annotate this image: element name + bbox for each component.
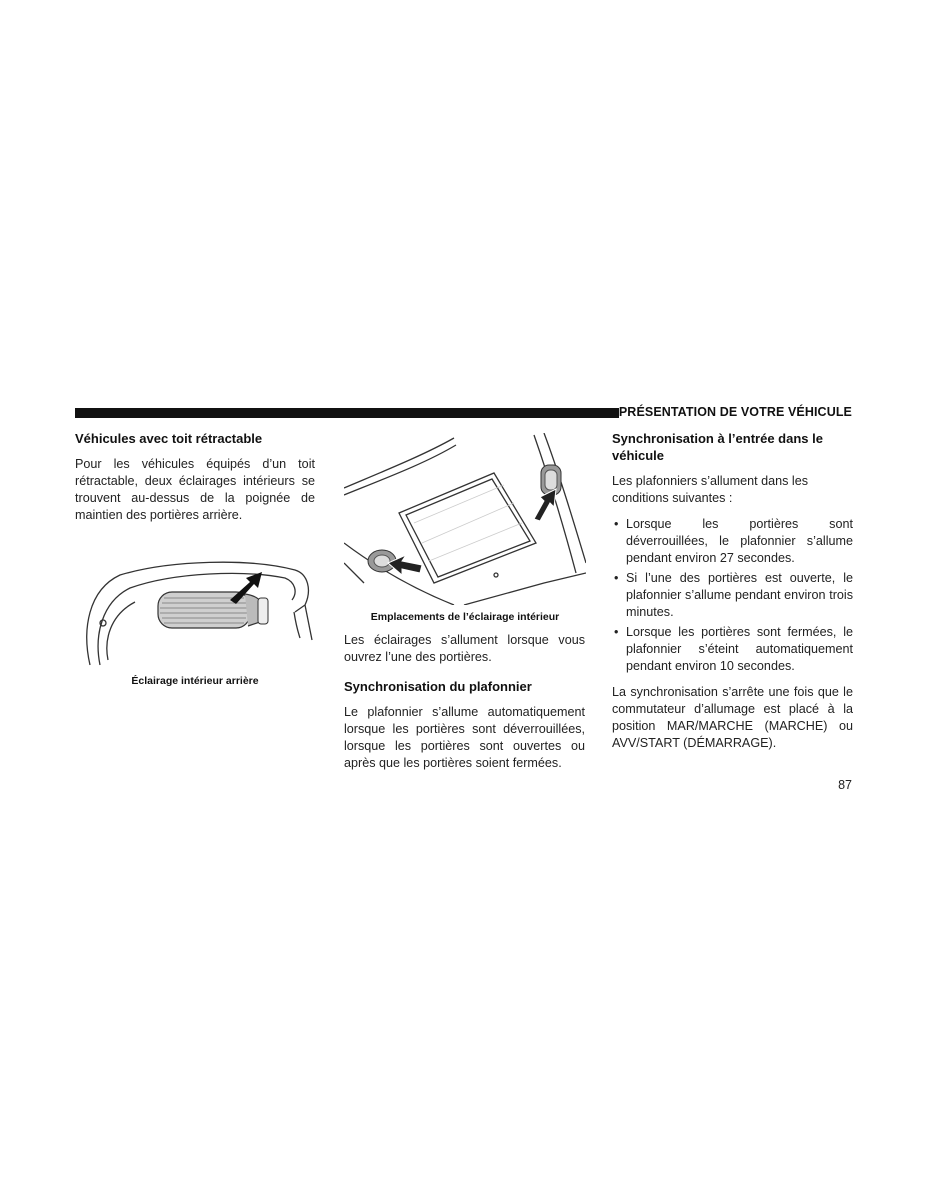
interior-light-locations-illustration (344, 433, 586, 605)
right-intro: Les plafonniers s’allument dans les conditions suivantes : (612, 474, 809, 505)
lamp-lens (158, 592, 268, 628)
list-item: • Lorsque les portières sont déverrouillées, le plafonnier s’allume pendant environ 27 secondes. (612, 516, 853, 567)
conditions-list (612, 516, 853, 675)
left-paragraph: Pour les véhicules équipés d’un toit rétractable, deux éclairages intérieurs se trouvent au-dessus de la poignée de maintien des portières arrière. (75, 457, 315, 522)
list-item: • Lorsque les portières sont fermées, le plafonnier s’éteint automatiquement pendant environ 10 secondes. (612, 624, 853, 675)
left-figure-caption: Éclairage intérieur arrière (131, 675, 259, 687)
list-item: • Si l’une des portières est ouverte, le plafonnier s’allume pendant environ trois minutes. (612, 570, 853, 621)
rear-interior-light-illustration (80, 560, 315, 670)
left-heading: Véhicules avec toit rétractable (75, 431, 263, 446)
header-bar (75, 408, 619, 418)
left-column (75, 430, 315, 533)
right-heading: Synchronisation à l’entrée dans le véhicule (612, 431, 823, 463)
middle-paragraph-1: Les éclairages s’allument lorsque vous ouvrez l’une des portières. (344, 633, 585, 664)
middle-column (344, 632, 585, 781)
right-column (612, 430, 853, 761)
middle-figure-caption: Emplacements de l’éclairage intérieur (370, 611, 560, 623)
right-closing: La synchronisation s’arrête une fois que le commutateur d’allumage est placé à la position MAR/MARCHE (MARCHE) ou AVV/START (DÉMARRAGE). (612, 685, 853, 750)
middle-heading: Synchronisation du plafonnier (344, 679, 532, 694)
middle-paragraph-2: Le plafonnier s’allume automatiquement lorsque les portières sont déverrouillées, lorsque les portières sont ouvertes ou après que les portières soient fermées. (344, 705, 585, 770)
page-number: 87 (838, 778, 852, 792)
section-title: PRÉSENTATION DE VOTRE VÉHICULE (618, 405, 852, 419)
right-lamp (541, 465, 561, 495)
